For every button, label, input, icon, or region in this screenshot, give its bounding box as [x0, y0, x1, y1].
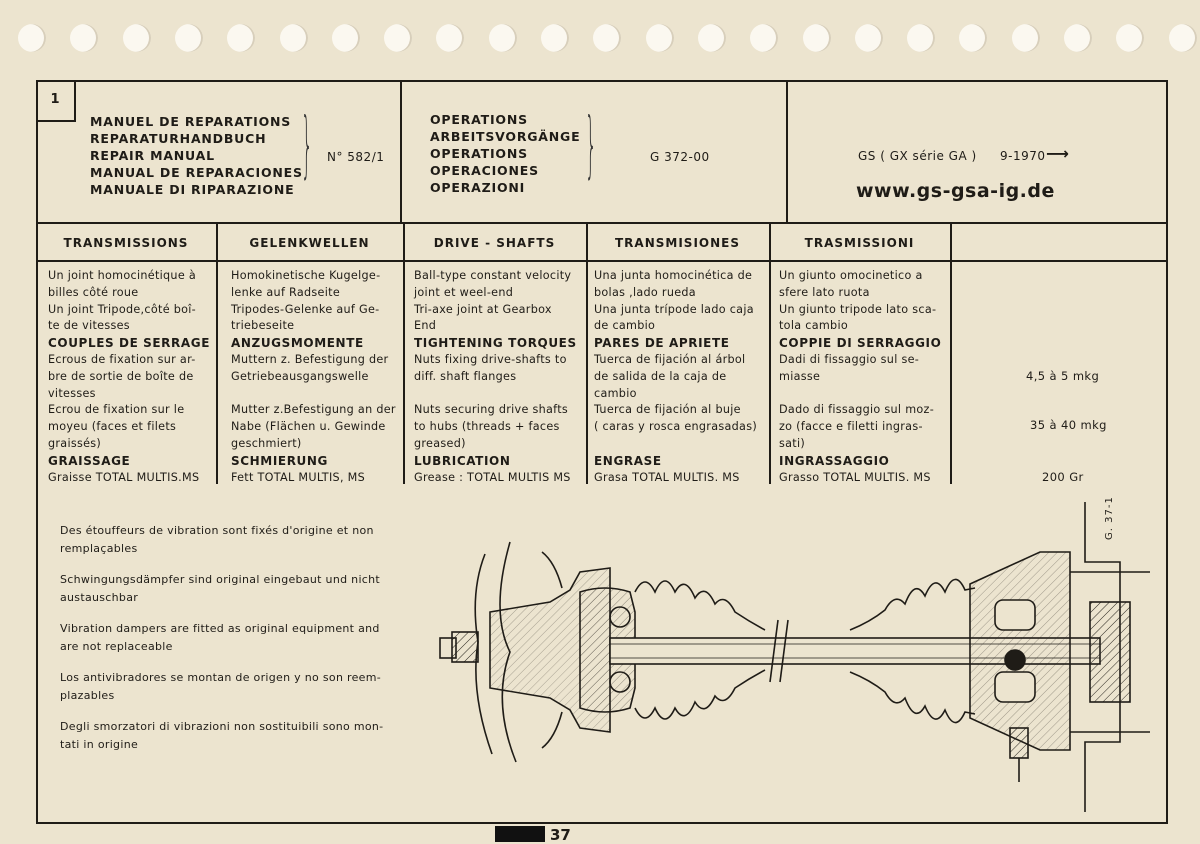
- col-heading-de: GELENKWELLEN: [249, 236, 370, 250]
- section-heading: COUPLES DE SERRAGE: [48, 336, 211, 351]
- note-en: Vibration dampers are fitted as original equipment and are not replaceable: [60, 622, 380, 653]
- binder-hole: [436, 24, 464, 52]
- text-line: Getriebeausgangswelle: [231, 369, 369, 383]
- section-heading: COPPIE DI SERRAGGIO: [779, 336, 942, 351]
- section-heading: SCHMIERUNG: [231, 453, 328, 468]
- operation-titles: [430, 111, 580, 196]
- text-line: [231, 386, 403, 403]
- text-line: ( caras y rosca engrasadas): [594, 420, 757, 434]
- text-line: zo (facce e filetti ingras-: [779, 420, 923, 434]
- binder-hole: [803, 24, 831, 52]
- text-line: Homokinetische Kugelge-: [231, 269, 381, 282]
- text-line: [779, 386, 950, 403]
- text-line: joint et weel-end: [414, 285, 514, 299]
- text-line: Tuerca de fijación al buje: [594, 403, 741, 417]
- text-line: miasse: [779, 369, 821, 383]
- text-line: diff. shaft flanges: [414, 369, 517, 383]
- text-line: Ecrous de fixation sur ar-: [48, 352, 196, 366]
- binder-hole: [280, 24, 308, 52]
- binder-hole: [541, 24, 569, 52]
- note-es: Los antivibradores se montan de origen y no son reem- plazables: [60, 671, 382, 702]
- binder-hole: [1116, 24, 1144, 52]
- operation-title-it: OPERAZIONI: [430, 180, 526, 195]
- figure-code: G. 37-1: [1104, 496, 1115, 540]
- text-line: Tripodes-Gelenke auf Ge-: [231, 302, 380, 316]
- text-line: bolas ,lado rueda: [594, 285, 696, 299]
- col-heading-fr: TRANSMISSIONS: [63, 236, 189, 250]
- binder-hole: [1064, 24, 1092, 52]
- column-text-es: [594, 268, 769, 486]
- col-divider-5: [950, 222, 952, 484]
- manual-title-it: MANUALE DI RIPARAZIONE: [90, 182, 295, 197]
- text-line: greased): [414, 436, 466, 450]
- text-line: Tuerca de fijación al árbol: [594, 352, 746, 366]
- text-line: Graisse TOTAL MULTIS.MS: [48, 470, 200, 484]
- manual-title-de: REPARATURHANDBUCH: [90, 131, 267, 146]
- section-heading: LUBRICATION: [414, 453, 511, 468]
- manual-titles: [90, 113, 303, 198]
- col-divider-4: [769, 222, 771, 484]
- text-line: Tri-axe joint at Gearbox: [414, 302, 552, 316]
- text-line: to hubs (threads + faces: [414, 420, 560, 434]
- binder-hole: [646, 24, 674, 52]
- text-line: billes côté roue: [48, 285, 139, 299]
- text-line: Una junta trípode lado caja: [594, 302, 754, 316]
- text-line: Dado di fissaggio sul moz-: [779, 403, 935, 417]
- binder-hole: [175, 24, 203, 52]
- manual-title-es: MANUAL DE REPARACIONES: [90, 165, 303, 180]
- column-text-en: [414, 268, 586, 486]
- text-line: cambio: [594, 386, 637, 400]
- text-line: de salida de la caja de: [594, 369, 727, 383]
- text-line: vitesses: [48, 386, 96, 400]
- text-line: End: [414, 319, 437, 333]
- text-line: Mutter z.Befestigung an der: [231, 403, 396, 417]
- col-heading-es: TRANSMISIONES: [615, 236, 740, 250]
- model-designation: GS ( GX série GA ): [858, 149, 977, 163]
- driveshaft-cross-section-drawing: [430, 492, 1150, 824]
- col-divider-1: [216, 222, 218, 484]
- text-line: sati): [779, 436, 806, 450]
- text-line: moyeu (faces et filets: [48, 420, 177, 434]
- text-line: geschmiert): [231, 436, 302, 450]
- col-divider-3: [586, 222, 588, 484]
- operation-title-de: ARBEITSVORGÄNGE: [430, 129, 581, 144]
- text-line: Una junta homocinética de: [594, 269, 753, 282]
- binder-holes: [0, 24, 1200, 52]
- binder-hole: [750, 24, 778, 52]
- text-line: Fett TOTAL MULTIS, MS: [231, 470, 366, 484]
- binder-hole: [1169, 24, 1197, 52]
- text-line: graissés): [48, 436, 102, 450]
- operation-title-fr: OPERATIONS: [430, 112, 528, 127]
- binder-hole: [855, 24, 883, 52]
- page-tab: [495, 826, 545, 842]
- binder-hole: [332, 24, 360, 52]
- column-text-fr: [48, 268, 216, 486]
- text-line: [594, 436, 769, 453]
- arrow-right-icon: ⟶: [1046, 144, 1069, 163]
- text-line: Nuts fixing drive-shafts to: [414, 352, 567, 366]
- text-line: Nuts securing drive shafts: [414, 403, 569, 417]
- manual-title-fr: MANUEL DE REPARATIONS: [90, 114, 292, 129]
- binder-hole: [70, 24, 98, 52]
- torque-value-hub: 35 à 40 mkg: [1030, 418, 1107, 432]
- section-heading: INGRASSAGGIO: [779, 453, 890, 468]
- text-line: lenke auf Radseite: [231, 285, 341, 299]
- text-line: [414, 386, 586, 403]
- text-line: Un giunto omocinetico a: [779, 269, 923, 282]
- note-fr: Des étouffeurs de vibration sont fixés d'origine et non remplaçables: [60, 524, 374, 555]
- note-de: Schwingungsdämpfer sind original eingebaut und nicht austauschbar: [60, 573, 381, 604]
- col-heading-en: DRIVE - SHAFTS: [433, 236, 556, 250]
- text-line: Un joint homocinétique à: [48, 269, 197, 282]
- note-it: Degli smorzatori di vibrazioni non sostituibili sono mon- tati in origine: [60, 720, 384, 751]
- binder-hole: [907, 24, 935, 52]
- text-line: Grasa TOTAL MULTIS. MS: [594, 470, 740, 484]
- section-heading: ANZUGSMOMENTE: [231, 336, 364, 351]
- section-heading: ENGRASE: [594, 453, 662, 468]
- header-divider-2: [786, 80, 788, 222]
- text-line: Grease : TOTAL MULTIS MS: [414, 470, 571, 484]
- binder-hole: [489, 24, 517, 52]
- grease-quantity: 200 Gr: [1042, 470, 1084, 484]
- binder-hole: [1012, 24, 1040, 52]
- text-line: tola cambio: [779, 319, 849, 333]
- manual-title-en: REPAIR MANUAL: [90, 148, 215, 163]
- text-line: triebeseite: [231, 319, 295, 333]
- section-heading: TIGHTENING TORQUES: [414, 336, 577, 351]
- binder-hole: [959, 24, 987, 52]
- text-line: Ecrou de fixation sur le: [48, 403, 185, 417]
- page-number: 37: [550, 826, 571, 844]
- operation-title-en: OPERATIONS: [430, 146, 528, 161]
- torque-value-gearbox: 4,5 à 5 mkg: [1026, 369, 1100, 383]
- column-text-it: [779, 268, 950, 486]
- text-line: sfere lato ruota: [779, 285, 870, 299]
- heading-rule: [36, 260, 1168, 262]
- operation-code: G 372-00: [650, 150, 710, 164]
- text-line: bre de sortie de boîte de: [48, 369, 194, 383]
- col-divider-2: [403, 222, 405, 484]
- text-line: te de vitesses: [48, 319, 130, 333]
- text-line: Un joint Tripode,côté boî-: [48, 302, 197, 316]
- text-line: Muttern z. Befestigung der: [231, 352, 389, 366]
- text-line: Grasso TOTAL MULTIS. MS: [779, 470, 931, 484]
- header-divider-1: [400, 80, 402, 222]
- binder-hole: [698, 24, 726, 52]
- col-heading-it: TRASMISSIONI: [804, 236, 915, 250]
- text-line: de cambio: [594, 319, 656, 333]
- edition-date: 9-1970: [1000, 149, 1046, 163]
- website-url: www.gs-gsa-ig.de: [856, 180, 1055, 202]
- text-line: Dadi di fissaggio sul se-: [779, 352, 920, 366]
- operation-title-es: OPERACIONES: [430, 163, 539, 178]
- text-line: Un giunto tripode lato sca-: [779, 302, 937, 316]
- brace-icon: }: [585, 102, 597, 186]
- binder-hole: [384, 24, 412, 52]
- binder-hole: [593, 24, 621, 52]
- section-heading: PARES DE APRIETE: [594, 336, 730, 351]
- vibration-damper-notes: [60, 522, 420, 767]
- binder-hole: [227, 24, 255, 52]
- text-line: Nabe (Flächen u. Gewinde: [231, 420, 386, 434]
- binder-hole: [18, 24, 46, 52]
- manual-number: N° 582/1: [327, 150, 385, 164]
- section-number: 1: [36, 80, 76, 122]
- column-text-de: [231, 268, 403, 486]
- brace-icon: }: [301, 102, 313, 186]
- binder-hole: [123, 24, 151, 52]
- section-heading: GRAISSAGE: [48, 453, 131, 468]
- text-line: Ball-type constant velocity: [414, 269, 572, 282]
